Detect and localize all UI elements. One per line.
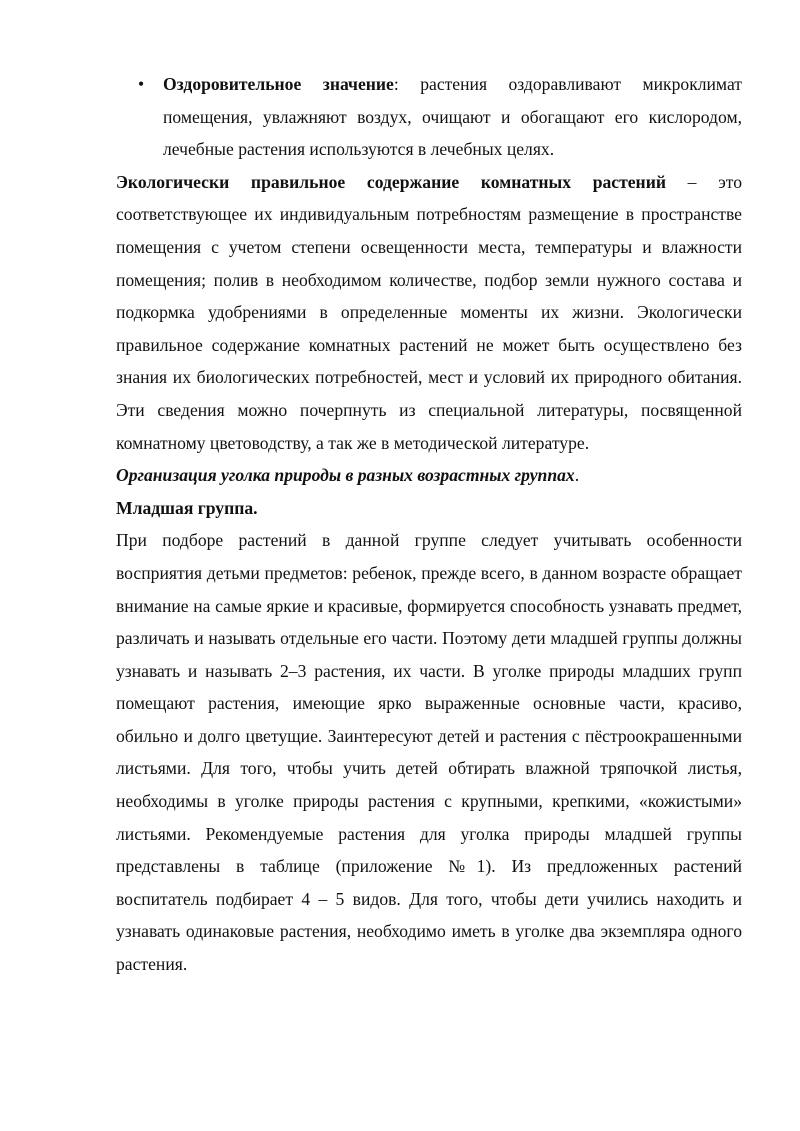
section-heading-period: . — [574, 465, 580, 486]
bullet-item-health — [116, 68, 742, 166]
subheading-younger-group: Младшая группа. — [116, 497, 258, 518]
section-heading-text: Организация уголка природы в разных возрастных группах — [116, 465, 575, 486]
bullet-text: : растения оздоравливают микроклимат помещения, увлажняют воздух, очищают и обогащают его кислородом, лечебные растения используются в лечебных целях. — [163, 74, 742, 160]
ecology-paragraph — [116, 166, 742, 459]
bullet-bold-label: Оздоровительное значение — [163, 74, 394, 94]
ecology-term: Экологически правильное содержание комнатных растений — [116, 171, 666, 192]
bullet-marker: • — [138, 74, 145, 94]
ecology-text: – это соответствующее их индивидуальным потребностям размещение в пространстве помещения с учетом степени освещенности места, температуры и влажности помещения; полив в необходимом количестве, подбор земли нужного состава и подкормка удобрениями в определенные моменты их жизни. Экологически правильное содержание комнатных растений не может быть осуществлено без знания их биологических потребностей, мест и условий их природного обитания. Эти сведения можно почерпнуть из специальной литературы, посвященной комнатному цветоводству, а так же в методической литературе. — [116, 171, 742, 453]
body-paragraph-younger-group: При подборе растений в данной группе следует учитывать особенности восприятия детьми предметов: ребенок, прежде всего, в данном возрасте обращает внимание на самые яркие и красивые, формируется способность узнавать предмет, различать и называть отдельные его части. Поэтому дети младшей группы должны узнавать и называть 2–3 растения, их части. В уголке природы младших групп помещают растения, имеющие ярко выраженные основные части, красиво, обильно и долго цветущие. Заинтересуют детей и растения с пёстроокрашенными листьями. Для того, чтобы учить детей обтирать влажной тряпочкой листья, необходимы в уголке природы растения с крупными, крепкими, «кожистыми» листьями. Рекомендуемые растения для уголка природы младшей группы представлены в таблице (приложение №1). Из предложенных растений воспитатель подбирает 4 – 5 видов. Для того, чтобы дети учились находить и узнавать одинаковые растения, необходимо иметь в уголке два экземпляра одного растения. — [116, 530, 742, 975]
section-heading — [116, 459, 742, 492]
